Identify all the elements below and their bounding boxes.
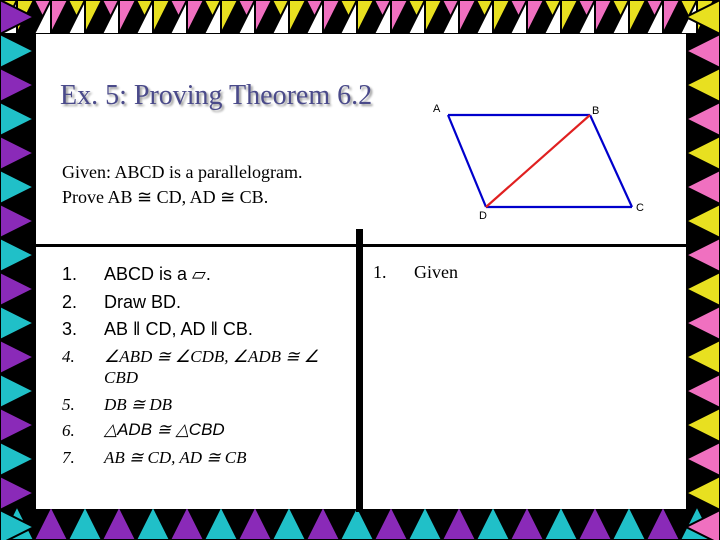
statement-number: 5. [62, 395, 75, 414]
statement-text-continued: CBD [104, 368, 138, 387]
statement-number: 7. [62, 448, 75, 467]
diagonal-bd [486, 115, 590, 207]
vertex-label-b: B [592, 105, 600, 117]
statement-text: AB ‖ CD, AD ‖ CB. [104, 319, 253, 339]
statement-text: Draw BD. [104, 292, 182, 312]
statement-number: 6. [62, 421, 75, 440]
statement-text: ∠ABD ≅ ∠CDB, ∠ADB ≅ ∠ [104, 347, 320, 366]
statement-number: 2. [62, 292, 78, 312]
parallelogram-figure [420, 95, 660, 225]
statement-text: ABCD is a ▱. [104, 264, 211, 284]
statement-text: △ADB ≅ △CBD [104, 420, 225, 439]
statement-number: 3. [62, 319, 78, 339]
slide-title: Ex. 5: Proving Theorem 6.2 [60, 80, 373, 111]
vertex-label-a: A [433, 103, 441, 115]
proof-column-divider [356, 229, 363, 512]
given-statement: Given: ABCD is a parallelogram. [62, 162, 303, 182]
side-da [448, 115, 486, 207]
statement-number: 4. [62, 347, 75, 366]
prove-statement: Prove AB ≅ CD, AD ≅ CB. [62, 187, 269, 207]
side-bc [590, 115, 632, 207]
reason-number: 1. [373, 262, 387, 282]
statement-number: 1. [62, 264, 78, 284]
vertex-label-d: D [479, 210, 487, 222]
statement-text: DB ≅ DB [104, 395, 173, 414]
vertex-label-c: C [636, 202, 644, 214]
reason-text: Given [414, 262, 458, 282]
statement-text: AB ≅ CD, AD ≅ CB [104, 448, 247, 467]
